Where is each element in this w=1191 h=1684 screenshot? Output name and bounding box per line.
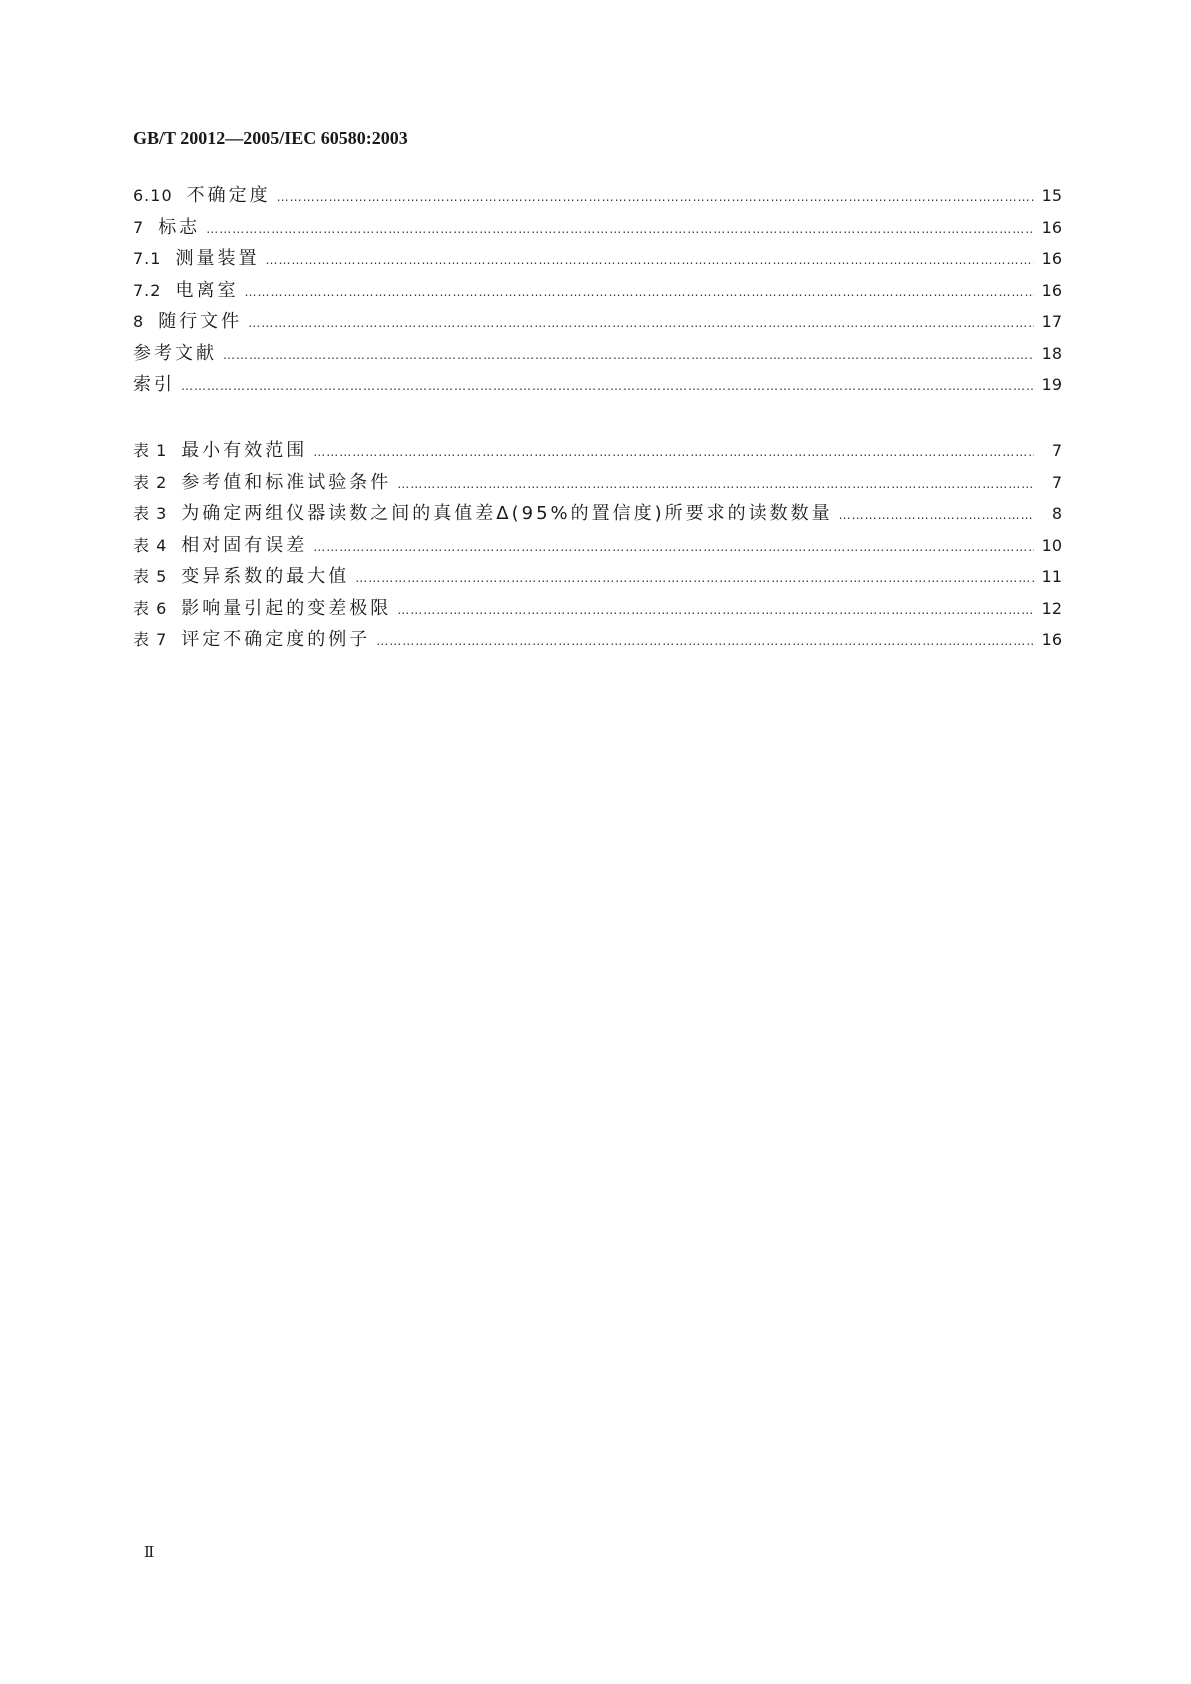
document-header <box>133 128 408 149</box>
toc-dot-leader <box>355 571 1034 585</box>
toc-entry-title: 参考文献 <box>133 342 217 364</box>
toc-dot-leader <box>839 508 1034 522</box>
toc-table-entry[interactable] <box>133 436 1062 468</box>
toc-entry-number: 表 7 <box>133 630 168 649</box>
toc-entry-title: 索引 <box>133 374 175 395</box>
toc-section-entry[interactable] <box>133 181 1062 213</box>
toc-entry-number: 7.1 <box>133 249 162 268</box>
toc-section-entry[interactable] <box>133 213 1062 245</box>
toc-dot-leader <box>376 634 1034 648</box>
toc-entry-page: 16 <box>1041 280 1062 300</box>
toc-entry-page: 16 <box>1041 249 1062 268</box>
toc-entry-number: 表 5 <box>133 567 168 586</box>
toc-entry-page: 17 <box>1041 312 1062 331</box>
toc-entry-page: 16 <box>1041 630 1062 649</box>
toc-dot-leader <box>206 222 1034 236</box>
toc-dot-leader <box>313 445 1034 459</box>
toc-entry-title: 随行文件 <box>158 311 243 332</box>
toc-dot-leader <box>181 379 1034 393</box>
toc-sections-list <box>133 181 1062 402</box>
toc-entry-title: 参考值和标准试验条件 <box>181 471 392 493</box>
toc-entry-page: 11 <box>1041 567 1062 586</box>
toc-entry-number: 表 6 <box>133 598 168 618</box>
toc-entry-title: 电离室 <box>175 279 239 301</box>
toc-entry-number: 8 <box>133 312 145 331</box>
toc-table-entry[interactable] <box>133 562 1062 594</box>
toc-entry-page: 8 <box>1051 504 1062 523</box>
toc-dot-leader <box>223 348 1034 362</box>
toc-entry-page: 12 <box>1041 598 1062 618</box>
toc-table-entry[interactable] <box>133 625 1062 657</box>
toc-section-entry[interactable] <box>133 370 1062 402</box>
toc-entry-title: 影响量引起的变差极限 <box>181 597 392 619</box>
standard-number: GB/T 20012—2005/IEC 60580:2003 <box>133 128 408 148</box>
toc-entry-title: 变异系数的最大值 <box>181 566 350 587</box>
toc-entry-page: 19 <box>1041 375 1062 394</box>
toc-dot-leader <box>397 603 1034 617</box>
toc-entry-number: 7 <box>133 217 145 237</box>
toc-entry-number: 表 3 <box>133 504 168 523</box>
page-number-roman: Ⅱ <box>144 1545 155 1561</box>
toc-dot-leader <box>277 190 1034 204</box>
toc-dot-leader <box>265 253 1034 267</box>
toc-entry-page: 15 <box>1041 186 1062 205</box>
toc-entry-title: 为确定两组仪器读数之间的真值差Δ(95%的置信度)所要求的读数数量 <box>181 503 833 524</box>
toc-dot-leader <box>313 540 1034 554</box>
toc-entry-number: 表 1 <box>133 441 168 460</box>
toc-entry-page: 18 <box>1041 343 1062 363</box>
toc-tables-list <box>133 436 1062 657</box>
toc-dot-leader <box>244 285 1034 299</box>
toc-entry-number: 6.10 <box>133 186 173 205</box>
toc-entry-page: 7 <box>1051 441 1062 460</box>
toc-section-entry[interactable] <box>133 244 1062 276</box>
toc-section-entry[interactable] <box>133 307 1062 339</box>
toc-table-entry[interactable] <box>133 594 1062 626</box>
toc-section-entry[interactable] <box>133 339 1062 371</box>
toc-entry-page: 10 <box>1041 535 1062 555</box>
toc-entry-number: 表 2 <box>133 472 168 492</box>
toc-entry-title: 不确定度 <box>186 185 271 206</box>
toc-section-entry[interactable] <box>133 276 1062 308</box>
toc-entry-title: 相对固有误差 <box>181 534 308 556</box>
toc-dot-leader <box>248 316 1034 330</box>
toc-entry-number: 7.2 <box>133 280 162 300</box>
toc-entry-page: 7 <box>1051 472 1062 492</box>
toc-table-entry[interactable] <box>133 531 1062 563</box>
toc-entry-page: 16 <box>1041 217 1062 237</box>
toc-entry-title: 标志 <box>158 216 201 238</box>
toc-entry-title: 最小有效范围 <box>181 440 308 461</box>
toc-entry-title: 测量装置 <box>175 248 260 269</box>
toc-entry-title: 评定不确定度的例子 <box>181 629 371 650</box>
toc-table-entry[interactable] <box>133 468 1062 500</box>
toc-dot-leader <box>397 477 1034 491</box>
toc-table-entry[interactable] <box>133 499 1062 531</box>
toc-entry-number: 表 4 <box>133 535 168 555</box>
